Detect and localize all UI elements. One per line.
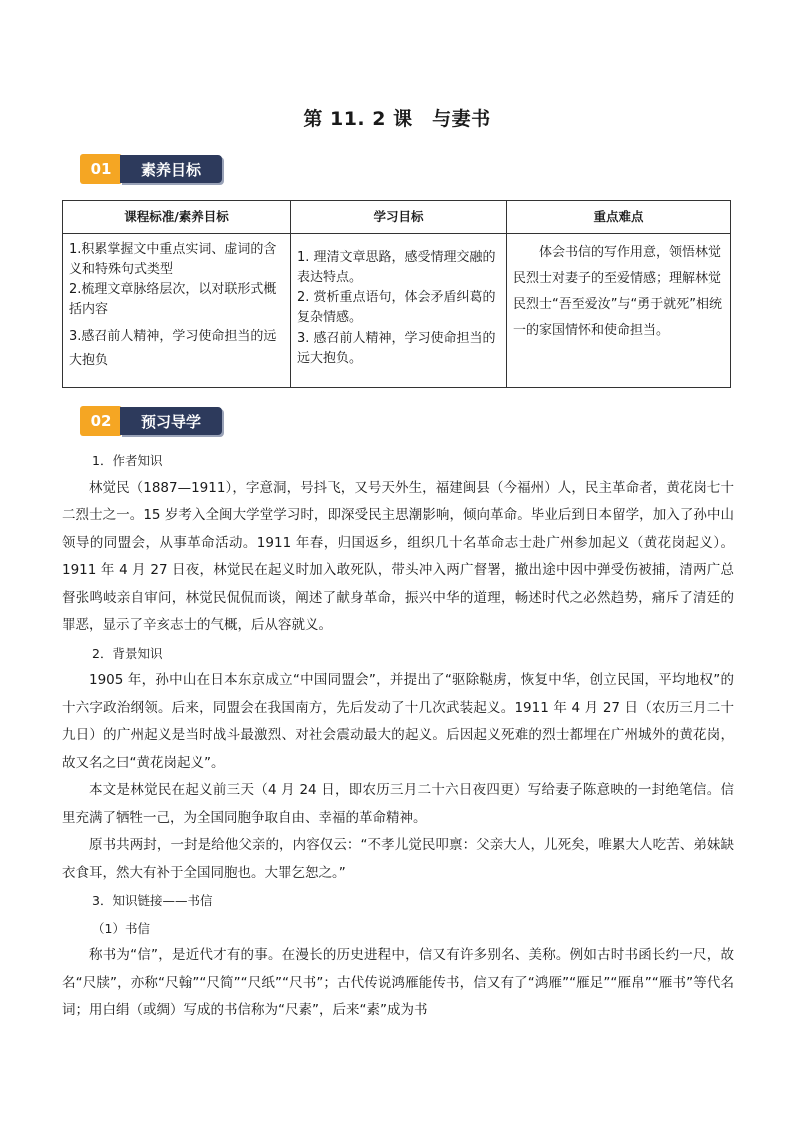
background-paragraph: 1905 年，孙中山在日本东京成立“中国同盟会”，并提出了“驱除鞑虏，恢复中华，创立民国，平均地权”的十六字政治纲领。后来，同盟会在我国南方，先后发动了十几次武装起义。1911 年 4 月 27 日（农历三月二十九日）的广州起义是当时战斗最激烈、对社会震动最大的起义。后因起义死难的烈士都埋在广州城外的黄花岗，故又名之曰“黄花岗起义”。 [62,672,734,771]
standard-item: 1.积累掌握文中重点实词、虚词的含义和特殊句式类型 [69,242,277,278]
preview-content [62,447,734,1025]
background-paragraph: 本文是林觉民在起义前三天（4 月 24 日，即农历三月二十六日夜四更）写给妻子陈意映的一封绝笔信。信里充满了牺牲一己，为全国同胞争取自由、幸福的革命精神。 [62,782,734,826]
table-cell-keypoints: 体会书信的写作用意，领悟林觉民烈士对妻子的至爱情感；理解林觉民烈士“吾至爱汝”与“勇于就死”相统一的家国情怀和使命担当。 [507,234,731,388]
table-cell-standards [63,234,291,388]
section-banner-goals [80,152,226,186]
sub-subsection-heading: （1）书信 [92,920,150,936]
table-cell-objectives [291,234,507,388]
table-row [63,234,731,388]
letter-paragraph: 称书为“信”，是近代才有的事。在漫长的历史进程中，信又有许多别名、美称。例如古时书函长约一尺，故名“尺牍”，亦称“尺翰”“尺简”“尺纸”“尺书”；古代传说鸿雁能传书，信又有了“鸿雁”“雁足”“雁帛”“雁书”等代名词；用白绢（或绸）写成的书信称为“尺素”，后来“素”成为书 [62,947,734,1018]
standard-item: 3.感召前人精神，学习使命担当的远大抱负 [69,328,277,369]
objective-item: 1. 理清文章思路，感受情理交融的表达特点。 [297,250,496,286]
background-paragraph: 原书共两封，一封是给他父亲的，内容仅云：“不孝儿觉民叩禀：父亲大人，儿死矣，唯累大人吃苦、弟妹缺衣食耳，然大有补于全国同胞也。大罪乞恕之。” [62,837,734,881]
table-header: 重点难点 [507,201,731,234]
subsection-heading: 1．作者知识 [92,453,163,468]
section-number-badge: 02 [80,406,122,436]
objective-item: 3. 感召前人精神，学习使命担当的远大抱负。 [297,330,496,366]
table-header: 课程标准/素养目标 [63,201,291,234]
goals-table [62,200,731,388]
section-label: 素养目标 [120,155,222,183]
section-label: 预习导学 [120,407,222,435]
standard-item: 2.梳理文章脉络层次，以对联形式概括内容 [69,282,277,318]
subsection-heading: 2．背景知识 [92,645,163,661]
author-paragraph: 林觉民（1887—1911），字意洞，号抖飞，又号天外生，福建闽县（今福州）人，民主革命者，黄花岗七十二烈士之一。15 岁考入全闽大学堂学习时，即深受民主思潮影响，倾向革命。毕业后到日本留学，加入了孙中山领导的同盟会，从事革命活动。1911 年春，归国返乡，组织几十名革命志士赴广州参加起义（黄花岗起义）。1911 年 4 月 27 日夜，林觉民在起义时加入敢死队，带头冲入两广督署，撤出途中因中弹受伤被捕，清两广总督张鸣岐亲自审问，林觉民侃侃而谈，阐述了献身革命，振兴中华的道理，畅述时代之必然趋势，痛斥了清廷的罪恶，显示了辛亥志士的气概，后从容就义。 [62,479,734,633]
subsection-heading: 3．知识链接——书信 [92,893,213,908]
table-header-row [63,201,731,234]
page-title: 第 11. 2 课 与妻书 [303,108,491,130]
section-number-badge: 01 [80,154,122,184]
section-banner-preview [80,404,226,438]
objective-item: 2. 赏析重点语句，体会矛盾纠葛的复杂情感。 [297,290,496,326]
table-header: 学习目标 [291,201,507,234]
